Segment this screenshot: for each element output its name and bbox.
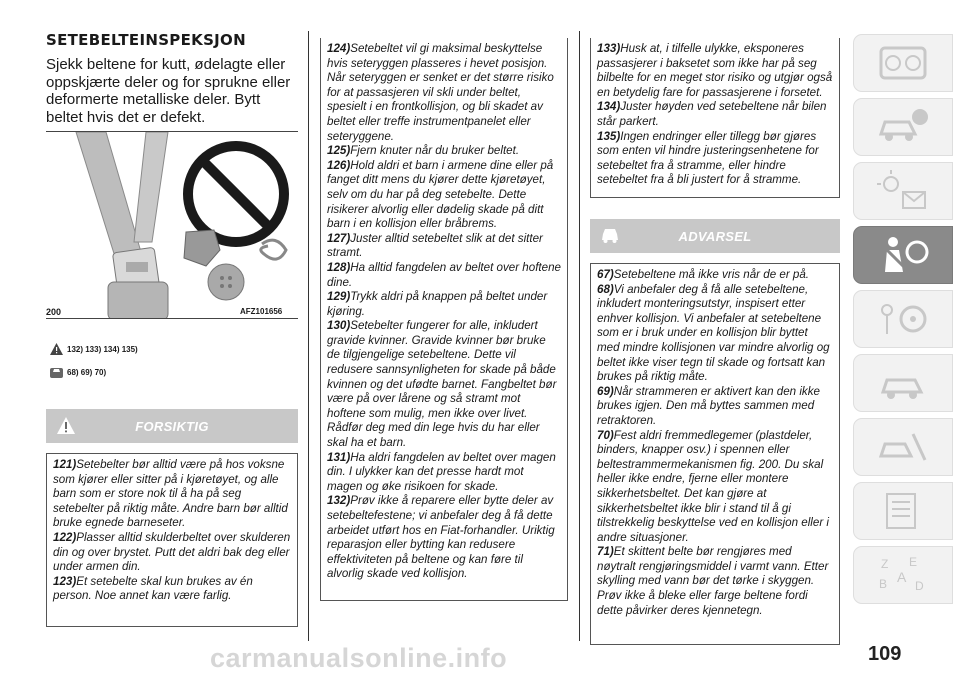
- section-title: SETEBELTEINSPEKSJON: [46, 31, 246, 49]
- car-warning-tab-icon: [875, 360, 931, 406]
- car-warning-icon: [50, 366, 63, 378]
- caution-item: 124)Setebeltet vil gi maksimal beskyttelse hvis seteryggen plasseres i hevet posisjon. Når seteryggen er senket er det større risiko for at passasjeren vil skli under beltet, spesielt i en frontkollisjon, og bli skadet av beltet eller treffe instrumentpanelet eller seteryggene.: [327, 42, 554, 143]
- caution-item: 127)Juster alltid setebeltet slik at det sitter stramt.: [327, 231, 543, 260]
- column-divider: [579, 31, 580, 641]
- warning-item: 70)Fest aldri fremmedlegemer (plastdeler, binders, knapper osv.) i spennen eller beltestrammermekanismen fig. 200. Du skal heller ikke endre, fjerne eller montere sikkerhetsbeltet. Det kan gjøre at sikkerhetsbeltet ikke blir i stand til å gi tilstrekkelig beskyttelse ved en kollisjon eller i andre situasjoner.: [597, 428, 829, 544]
- tab-specifications[interactable]: [853, 482, 953, 540]
- warning-item: 67)Setebeltene må ikke vris når de er på.: [597, 268, 810, 281]
- column-divider: [308, 31, 309, 641]
- svg-text:Z: Z: [881, 557, 889, 571]
- caution-item: 121)Setebelter bør alltid være på hos voksne som kjører eller sitter på i kjøretøyet, og alle barn som er store nok til å ha på seg setebelter på riktig måte. Andre barn bør alltid bruke egnede barneseter.: [53, 458, 288, 530]
- figure-code: AFZ101656: [240, 307, 283, 316]
- forsiktig-title: FORSIKTIG: [135, 418, 209, 434]
- caution-item: 130)Setebelter fungerer for alle, inkludert gravide kvinner. Gravide kvinner bør bruke de tilgjengelige setebeltene. Dette vil redusere sannsynligheten for skade på både kvinnen og det ufødte barnet. Fangbeltet bør være på over lårene og så stramt mot hoftene som mulig, men ikke over livet. Rådfør deg med din lege hvis du har eller skal ha et barn.: [327, 319, 557, 450]
- reference-line-warnings: [50, 343, 138, 355]
- tab-car-info[interactable]: [853, 98, 953, 156]
- caution-item: 135)Ingen endringer eller tillegg bør gjøres som enten vil hindre justeringsenhetene for setebeltet fra å stramme, eller hindre setebeltet fra å bli justert for å stramme.: [597, 129, 819, 187]
- warning-triangle-icon: [56, 416, 76, 436]
- specifications-icon: [875, 488, 931, 534]
- svg-text:E: E: [909, 555, 918, 569]
- svg-text:A: A: [897, 569, 907, 585]
- car-maintenance-icon: [875, 424, 931, 470]
- watermark: carmanualsonline.info: [210, 643, 508, 673]
- reference-text-cautions: 68) 69) 70): [67, 367, 107, 377]
- middle-caution-box: [320, 38, 568, 601]
- tab-lights-message[interactable]: [853, 162, 953, 220]
- caution-item: 133)Husk at, i tilfelle ulykke, eksponeres passasjerer i baksetet som ikke har på seg bilbelte for en meget stor risiko og utgjør også en betydelig fare for passasjerene i forsetet.: [597, 42, 833, 99]
- index-letters-icon: [875, 552, 931, 598]
- svg-text:D: D: [915, 579, 924, 593]
- page-number: 109: [868, 643, 902, 665]
- seatbelt-airbag-icon: [875, 232, 931, 278]
- figure-number: 200: [46, 307, 62, 317]
- caution-item: 128)Ha alltid fangdelen av beltet over hoftene dine.: [327, 260, 561, 289]
- tab-dashboard[interactable]: [853, 34, 953, 92]
- forsiktig-banner: [46, 409, 298, 443]
- svg-text:B: B: [879, 577, 888, 591]
- caution-item: 131)Ha aldri fangdelen av beltet over magen din. I ulykker kan det presse hardt mot magen og øke risikoen for skade.: [327, 450, 556, 493]
- warning-item: 68)Vi anbefaler deg å få alle setebeltene, inkludert monteringsutstyr, inspisert etter enhver kollisjon. Vi anbefaler at setebeltene som er i bruk under en kollisjon blir byttet med mindre kollisjonen var mindre alvorlig og beltet ikke viser tegn til skade og fortsatt kan brukes på riktig måte.: [597, 282, 830, 384]
- intro-paragraph: Sjekk beltene for kutt, ødelagte eller oppskjærte deler og for sprukne eller deformerte metalliske deler. Bytt beltet hvis det er defekt.: [46, 56, 291, 126]
- tab-seatbelt-airbag[interactable]: [853, 226, 953, 284]
- figure-seatbelt-illustration: [46, 131, 298, 319]
- caution-item: 132)Prøv ikke å reparere eller bytte deler av setebeltefestene; vi anbefaler deg å få dette arbeidet utført hos en Fiat-forhandler. Uriktig reparasjon eller bytting kan redusere effektiviteten på beltene og kan føre til alvorlig skade ved kollisjon.: [327, 494, 555, 581]
- dashboard-icon: [875, 40, 931, 86]
- caution-item: 122)Plasser alltid skulderbeltet over skulderen din og over brystet. Putt det aldri bak deg eller under armen din.: [53, 530, 291, 574]
- caution-item: 125)Fjern knuter når du bruker beltet.: [327, 144, 520, 158]
- lights-message-icon: [875, 168, 931, 214]
- advarsel-banner: [590, 219, 840, 253]
- reference-line-cautions: [50, 366, 106, 378]
- warning-triangle-icon: [50, 343, 63, 355]
- warning-item: 71)Et skittent belte bør rengjøres med nøytralt rengjøringsmiddel i varmt vann. Etter skylling med vann bør det tørke i skyggen. Prøv ikke å bleke eller farge beltene fordi dette påvirker deres kjennetegn.: [597, 545, 829, 617]
- reference-text-warnings: 132) 133) 134) 135): [67, 344, 138, 354]
- tab-key-steering[interactable]: [853, 290, 953, 348]
- caution-item: 126)Hold aldri et barn i armene dine eller på fanget ditt mens du kjører dette kjøretøyet, selv om du har på deg setebelte. Dette risikerer alvorlig eller dødelig skade på ditt barn i en kollisjon eller bråbrems.: [327, 158, 554, 231]
- tab-car-maintenance[interactable]: [853, 418, 953, 476]
- key-steering-icon: [875, 296, 931, 342]
- caution-item: 134)Juster høyden ved setebeltene når bilen står parkert.: [597, 100, 827, 128]
- right-caution-box: [590, 38, 840, 198]
- caution-item: 129)Trykk aldri på knappen på beltet under kjøring.: [327, 290, 548, 318]
- tab-car-warning[interactable]: [853, 354, 953, 412]
- forsiktig-box: [46, 453, 298, 627]
- advarsel-title: ADVARSEL: [678, 228, 752, 244]
- seatbelt-illustration: [46, 132, 298, 319]
- warning-item: 69)Når strammeren er aktivert kan den ikke brukes igjen. Den må byttes sammen med retraktoren.: [597, 384, 820, 427]
- car-warning-icon: [600, 226, 620, 246]
- tab-index[interactable]: [853, 546, 953, 604]
- car-info-icon: [875, 104, 931, 150]
- caution-item: 123)Et setebelte skal kun brukes av én person. Noe annet kan være farlig.: [53, 574, 253, 603]
- advarsel-box: [590, 263, 840, 645]
